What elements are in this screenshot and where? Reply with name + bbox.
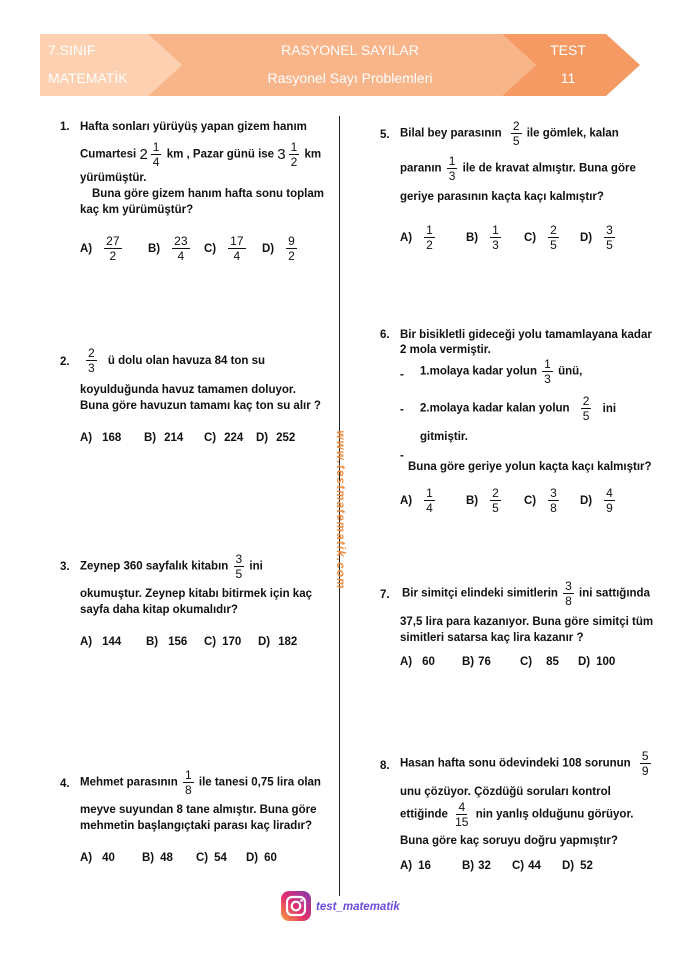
question-text: mehmetin başlangıçtaki parası kaç liradır? [80, 820, 313, 832]
question-text: sayfa daha kitap okumalıdır? [80, 604, 238, 616]
question-number: 4. [60, 778, 70, 790]
option-d[interactable]: D) 252 [256, 432, 296, 444]
question-text: Buna göre geriye yolun kaçta kaçı kalmıştır? [408, 461, 652, 473]
question-text: Cumartesi 2 $\frac{1}{4}$ km , Pazar günü ise 3 $\frac{1}{2}$ km [80, 140, 322, 169]
subtopic-title: Rasyonel Sayı Problemleri [267, 70, 433, 86]
option-b[interactable]: B) 214 [144, 432, 184, 444]
test-label: TEST [550, 42, 586, 58]
question-text: 1.molaya kadar yolun $\frac{1}{3}$ ünü, [420, 357, 583, 386]
question-text: Mehmet parasının $\frac{1}{8}$ ile tanesi 0,75 lira olan [80, 768, 321, 797]
option-a[interactable]: A) $\frac{1}{2}$ [400, 223, 433, 252]
option-d[interactable]: D) 52 [562, 860, 593, 872]
option-a[interactable]: A) 60 [400, 656, 435, 668]
question-text: unu çözüyor. Çözdüğü soruları kontrol [400, 786, 611, 798]
option-c[interactable]: C) $\frac{3}{8}$ [524, 486, 557, 515]
question-text: yürümüştür. [80, 172, 147, 184]
option-a[interactable]: A) 168 [80, 432, 122, 444]
option-c[interactable]: C) $\frac{17}{4}$ [204, 234, 244, 263]
question-text: Buna göre gizem hanım hafta sonu toplam [92, 188, 324, 200]
question-number: 1. [60, 121, 70, 133]
question-text: meyve suyundan 8 tane almıştır. Buna göre [80, 804, 317, 816]
test-number: 11 [560, 70, 576, 86]
option-c[interactable]: C) 44 [512, 860, 541, 872]
bullet-dash: - [400, 404, 404, 416]
option-c[interactable]: C) $\frac{2}{5}$ [524, 223, 557, 252]
question-number: 8. [380, 760, 390, 772]
question-text: Buna göre kaç soruyu doğru yapmıştır? [400, 835, 618, 847]
question-text: 2 mola vermiştir. [400, 344, 491, 356]
instagram-icon[interactable] [280, 890, 312, 922]
option-a[interactable]: A) $\frac{27}{2}$ [80, 234, 120, 263]
question-text: okumuştur. Zeynep kitabı bitirmek için kaç [80, 588, 312, 600]
question-text: Bilal bey parasının $\frac{2}{5}$ ile gömlek, kalan [400, 119, 619, 148]
question-text: 2.molaya kadar kalan yolun $\frac{2}{5}$ ini [420, 394, 617, 423]
vertical-website-text: www.testmatematik.com [334, 430, 346, 590]
option-d[interactable]: D) 100 [578, 656, 616, 668]
option-d[interactable]: D) $\frac{3}{5}$ [580, 223, 613, 252]
question-text: Buna göre havuzun tamamı kaç ton su alır ? [80, 400, 321, 412]
option-c[interactable]: C) 224 [204, 432, 244, 444]
question-text: $\frac{2}{3}$ ü dolu olan havuza 84 ton su [88, 346, 266, 375]
option-b[interactable]: B) $\frac{1}{3}$ [466, 223, 499, 252]
option-c[interactable]: C) 85 [520, 656, 559, 668]
option-d[interactable]: D) 182 [258, 636, 298, 648]
question-text: Hafta sonları yürüyüş yapan gizem hanım [80, 121, 307, 133]
option-b[interactable]: B) 76 [462, 656, 491, 668]
option-d[interactable]: D) $\frac{9}{2}$ [262, 234, 295, 263]
question-text: paranın $\frac{1}{3}$ ile de kravat almıştır. Buna göre [400, 154, 636, 183]
question-text: Bir simitçi elindeki simitlerin $\frac{3}{8}$ ini sattığında [402, 579, 650, 608]
option-a[interactable]: A) 40 [80, 852, 115, 864]
option-a[interactable]: A) $\frac{1}{4}$ [400, 486, 433, 515]
question-number: 3. [60, 561, 70, 573]
bullet-dash: - [400, 450, 404, 462]
option-b[interactable]: B) 32 [462, 860, 491, 872]
option-b[interactable]: B) 156 [146, 636, 188, 648]
bullet-dash: - [400, 369, 404, 381]
question-text: koyulduğunda havuz tamamen doluyor. [80, 384, 296, 396]
question-text: Bir bisikletli gideceği yolu tamamlayana kadar [400, 329, 652, 341]
question-text: Zeynep 360 sayfalık kitabın $\frac{3}{5}$ ini [80, 552, 263, 581]
topic-title: RASYONEL SAYILAR [281, 42, 419, 58]
question-number: 2. [60, 356, 70, 368]
question-text: simitleri satarsa kaç lira kazanır ? [400, 632, 584, 644]
question-number: 6. [380, 329, 390, 341]
option-a[interactable]: A) 144 [80, 636, 122, 648]
option-b[interactable]: B) 48 [142, 852, 173, 864]
header-banner [40, 34, 640, 96]
mixed-number: 3 $\frac{1}{2}$ [277, 140, 298, 169]
question-number: 7. [380, 589, 390, 601]
question-text: gitmiştir. [420, 431, 468, 443]
grade-label: 7.SINIF [48, 42, 96, 58]
option-d[interactable]: D) $\frac{4}{9}$ [580, 486, 613, 515]
option-d[interactable]: D) 60 [246, 852, 277, 864]
question-text: geriye parasının kaçta kaçı kalmıştır? [400, 191, 604, 203]
question-text: 37,5 lira para kazanıyor. Buna göre simitçi tüm [400, 616, 654, 628]
question-number: 5. [380, 129, 390, 141]
option-b[interactable]: B) $\frac{2}{5}$ [466, 486, 499, 515]
option-c[interactable]: C) 170 [204, 636, 242, 648]
subject-label: MATEMATİK [48, 70, 128, 86]
option-c[interactable]: C) 54 [196, 852, 227, 864]
option-b[interactable]: B) $\frac{23}{4}$ [148, 234, 188, 263]
question-text: kaç km yürümüştür? [80, 204, 194, 216]
question-text: Hasan hafta sonu ödevindeki 108 sorunun $\frac{5}{9}$ [400, 749, 649, 778]
question-text: ettiğinde $\frac{4}{15}$ nin yanlış olduğunu görüyor. [400, 800, 634, 829]
mixed-number: 2 $\frac{1}{4}$ [139, 140, 160, 169]
instagram-handle[interactable]: test_matematik [316, 901, 400, 913]
option-a[interactable]: A) 16 [400, 860, 431, 872]
